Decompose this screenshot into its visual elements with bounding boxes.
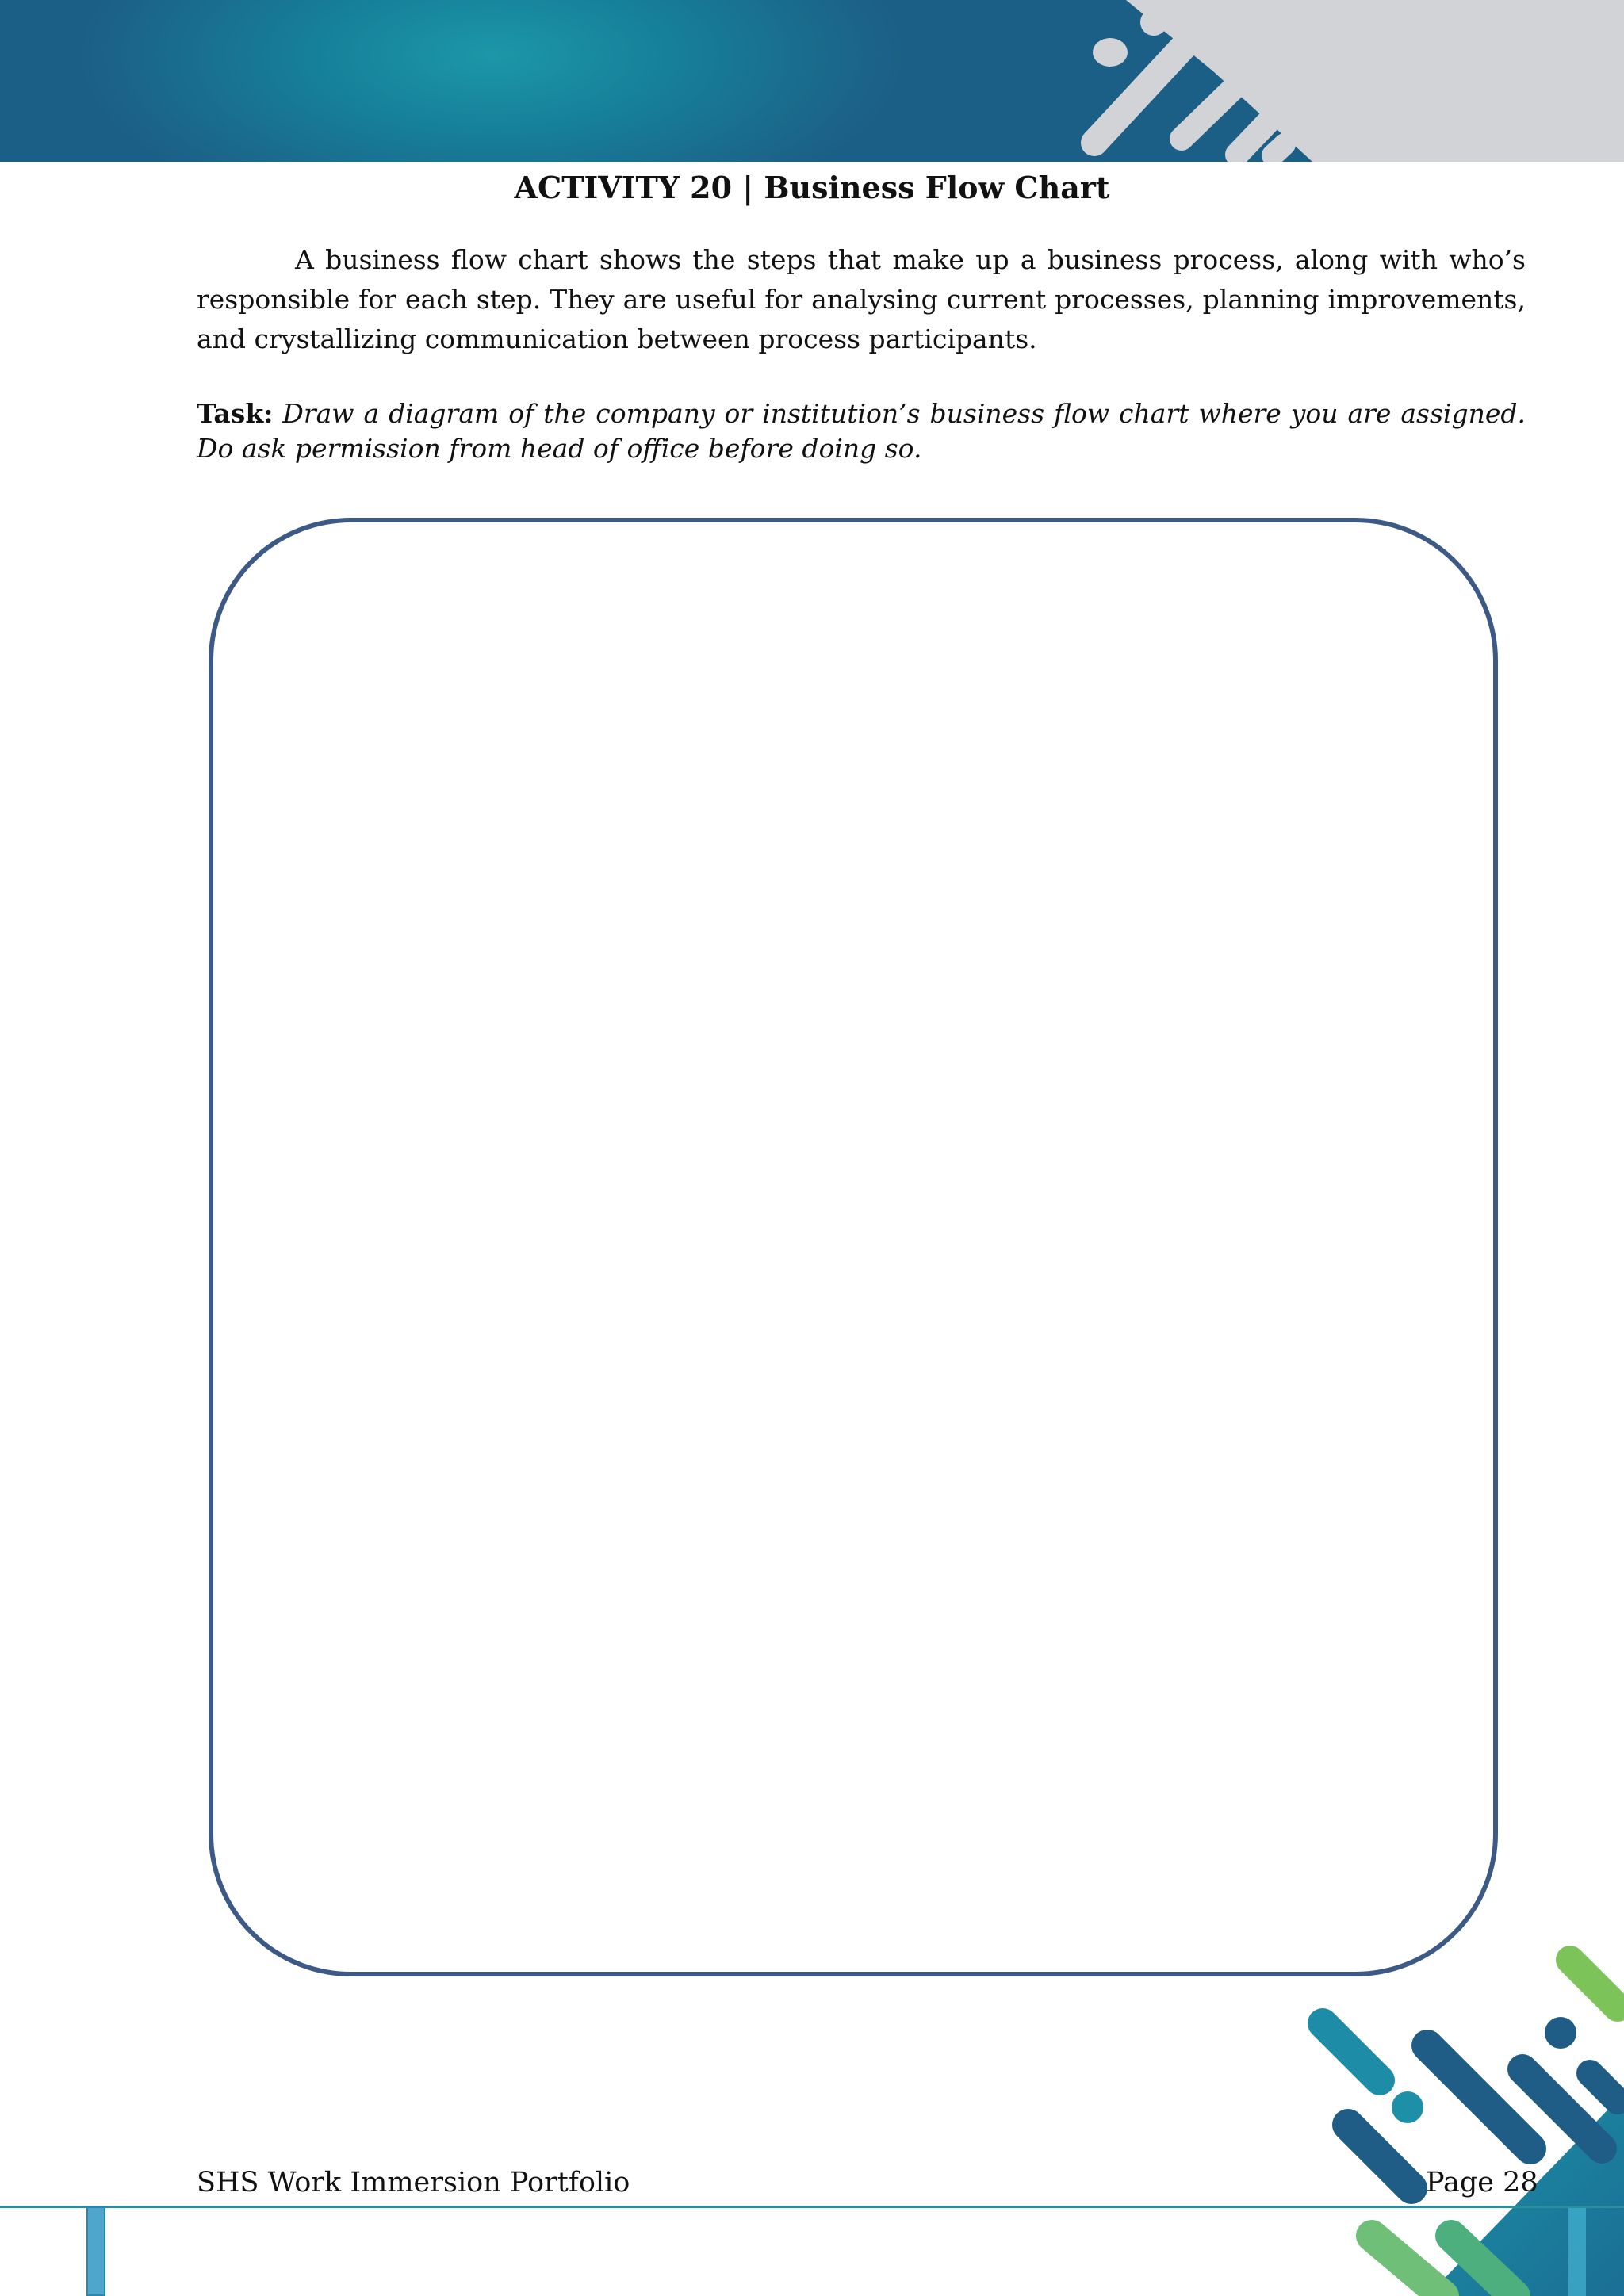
header-stripe-3 — [1182, 89, 1233, 139]
task-text: Draw a diagram of the company or institution’s business flow chart where you are assigned. Do ask permission from head of office before doing so. — [197, 398, 1526, 464]
corner-stripe-green-1 — [1372, 2236, 1443, 2296]
corner-stripe-teal-1 — [1323, 2023, 1380, 2080]
flow-chart-drawing-area — [209, 518, 1498, 1976]
corner-vertical-bar — [1568, 2206, 1586, 2296]
footer-portfolio-title: SHS Work Immersion Portfolio — [197, 2167, 630, 2198]
footer-divider — [0, 2206, 1624, 2208]
header-stripe-5 — [1273, 144, 1285, 155]
intro-paragraph: A business flow chart shows the steps that make up a business process, along with who’s responsible for each step. They are useful for analysing current processes, planning improvements, and crystallizing communication between process participants. — [197, 244, 1526, 354]
corner-dot-navy — [1545, 2017, 1576, 2049]
corner-stripe-green-top — [1570, 1960, 1618, 2007]
header-dot — [1093, 38, 1128, 67]
corner-dot-teal — [1392, 2091, 1423, 2123]
footer-page-number: Page 28 — [1426, 2167, 1538, 2198]
footer-left-tab — [86, 2206, 105, 2296]
corner-stripe-navy-4 — [1348, 2125, 1411, 2188]
corner-stripe-navy-3 — [1590, 2073, 1618, 2101]
footer-corner-graphic — [1285, 1934, 1624, 2296]
header-decor-graphic — [0, 0, 1624, 162]
task-label: Task: — [197, 398, 274, 429]
page-title: ACTIVITY 20 | Business Flow Chart — [514, 170, 1110, 205]
header-banner — [0, 0, 1624, 162]
task-paragraph — [197, 396, 1526, 466]
